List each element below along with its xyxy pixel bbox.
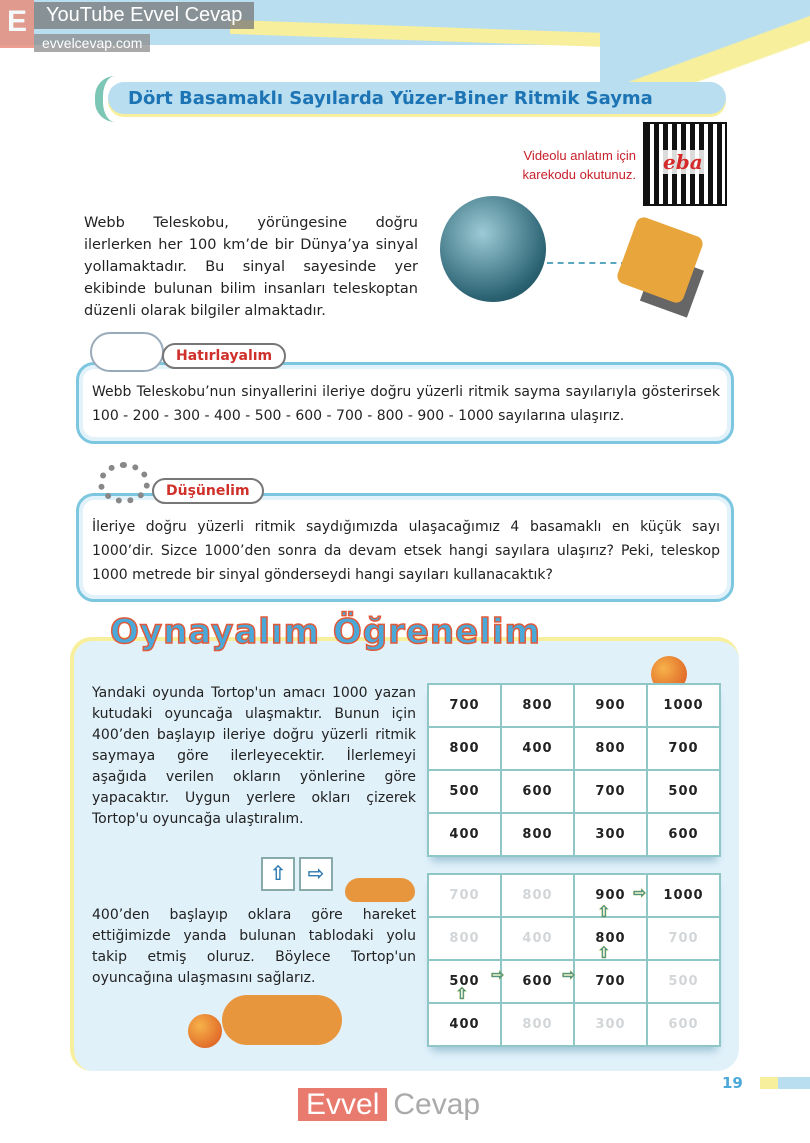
grid-cell: 700 [428,684,501,727]
gears-icon [98,462,150,504]
grid-cell: 600 [647,813,720,856]
grid-row [428,874,720,917]
game-grid [427,683,721,857]
basketball-image-2 [188,1014,222,1048]
grid-row [428,1003,720,1046]
grid-cell: 700 [428,874,501,917]
grid-cell: 400 [428,813,501,856]
grid-row [428,917,720,960]
grid-cell: 400 [501,917,574,960]
game-explanation: 400’den başlayıp oklara göre hareket ettiğimizde yanda bulunan tablodaki yolu takip etmiş oluruz. Böylece Tortop'un oyuncağına ulaşmasını sağlarız. [92,907,416,986]
grid-cell: 1000 [647,874,720,917]
grid-cell: 700 [574,960,647,1003]
game-instructions: Yandaki oyunda Tortop'un amacı 1000 yazan kutudaki oyuncağa ulaşmaktır. Bunun için 400’den başlayıp ileriye doğru yüzerli ritmik saymaya göre ilerleyecektir. İlerlemeyi aşağıda verilen okların yönlerine göre yapacaktır. Uygun yerlere okları çizerek Tortop'u oyuncağa ulaştıralım. [92,685,416,827]
grid-cell: 900 [574,684,647,727]
arrow-right-icon: ⇨ [299,857,333,891]
path-arrow-up-icon: ⇧ [455,984,469,1003]
arrow-up-icon: ⇧ [261,857,295,891]
remember-text: Webb Teleskobu’nun sinyallerini ileriye doğru yüzerli ritmik sayma sayılarıyla gösterirsek 100 - 200 - 300 - 400 - 500 - 600 - 700 - 800 - 900 - 1000 sayılarına ulaşırız. [92,384,720,424]
grid-cell: 800 [574,917,647,960]
page-bar-blue [778,1077,810,1089]
path-arrow-right-icon: ⇨ [491,965,505,984]
path-arrow-right-icon: ⇨ [562,965,576,984]
grid-row [428,770,720,813]
grid-cell: 800 [501,684,574,727]
top-right-decoration [600,0,810,90]
solution-grid [427,873,721,1047]
grid-cell: 500 [647,960,720,1003]
eba-logo: eba [660,150,706,174]
signal-line [547,262,627,264]
page-bar-yellow [760,1077,778,1089]
grid-cell: 600 [501,770,574,813]
qr-caption [470,146,636,184]
grid-row [428,813,720,856]
telescope-image [615,215,705,305]
grid-cell: 800 [501,1003,574,1046]
footer-logo-evvel: Evvel [298,1088,387,1121]
footer-logo [298,1088,480,1122]
game-title: Oynayalım Öğrenelim [110,612,541,652]
grid-cell: 800 [574,727,647,770]
grid-cell: 1000 [647,684,720,727]
path-arrow-up-icon: ⇧ [597,902,611,921]
grid-cell: 900 [574,874,647,917]
grid-row [428,727,720,770]
lying-cat-image [222,995,342,1045]
grid-cell: 300 [574,813,647,856]
grid-cell: 500 [647,770,720,813]
path-arrow-up-icon: ⇧ [597,943,611,962]
cloud-icon [90,332,164,372]
watermark-logo: E [0,0,34,48]
think-text: İleriye doğru yüzerli ritmik saydığımızda ulaşacağımız 4 basamaklı en küçük sayı 1000’dir. Sizce 1000’den sonra da devam etsek hangi sayılara ulaşırız? Peki, teleskop 1000 metrede bir sinyal gönderseydi hangi sayıları kullanacaktık? [92,519,720,583]
grid-cell: 600 [501,960,574,1003]
think-label: Düşünelim [152,478,264,504]
grid-cell: 500 [428,960,501,1003]
path-arrow-right-icon: ⇨ [633,883,647,902]
grid-cell: 800 [501,813,574,856]
watermark-site: evvelcevap.com [34,34,150,52]
qr-caption-line2: karekodu okutunuz. [522,167,636,182]
footer-logo-cevap: Cevap [393,1088,481,1121]
earth-image [440,196,546,302]
grid-cell: 400 [428,1003,501,1046]
page-title: Dört Basamaklı Sayılarda Yüzer-Biner Ritmik Sayma [128,88,653,109]
grid-cell: 800 [428,727,501,770]
watermark-channel: YouTube Evvel Cevap [34,2,254,29]
remember-label: Hatırlayalım [162,343,286,369]
grid-cell: 800 [501,874,574,917]
grid-cell: 800 [428,917,501,960]
qr-caption-line1: Videolu anlatım için [523,148,636,163]
grid-cell: 500 [428,770,501,813]
page-number: 19 [722,1074,743,1092]
cat-image [345,878,415,902]
grid-cell: 400 [501,727,574,770]
intro-paragraph: Webb Teleskobu, yörüngesine doğru ilerlerken her 100 km’de bir Dünya’ya sinyal yollamaktadır. Bu sinyal sayesinde yer ekibinde bulunan bilim insanları teleskoptan düzenli olarak bilgiler almaktadır. [84,215,418,319]
grid-row [428,684,720,727]
grid-cell: 700 [574,770,647,813]
grid-cell: 300 [574,1003,647,1046]
grid-cell: 700 [647,727,720,770]
grid-cell: 600 [647,1003,720,1046]
grid-cell: 700 [647,917,720,960]
